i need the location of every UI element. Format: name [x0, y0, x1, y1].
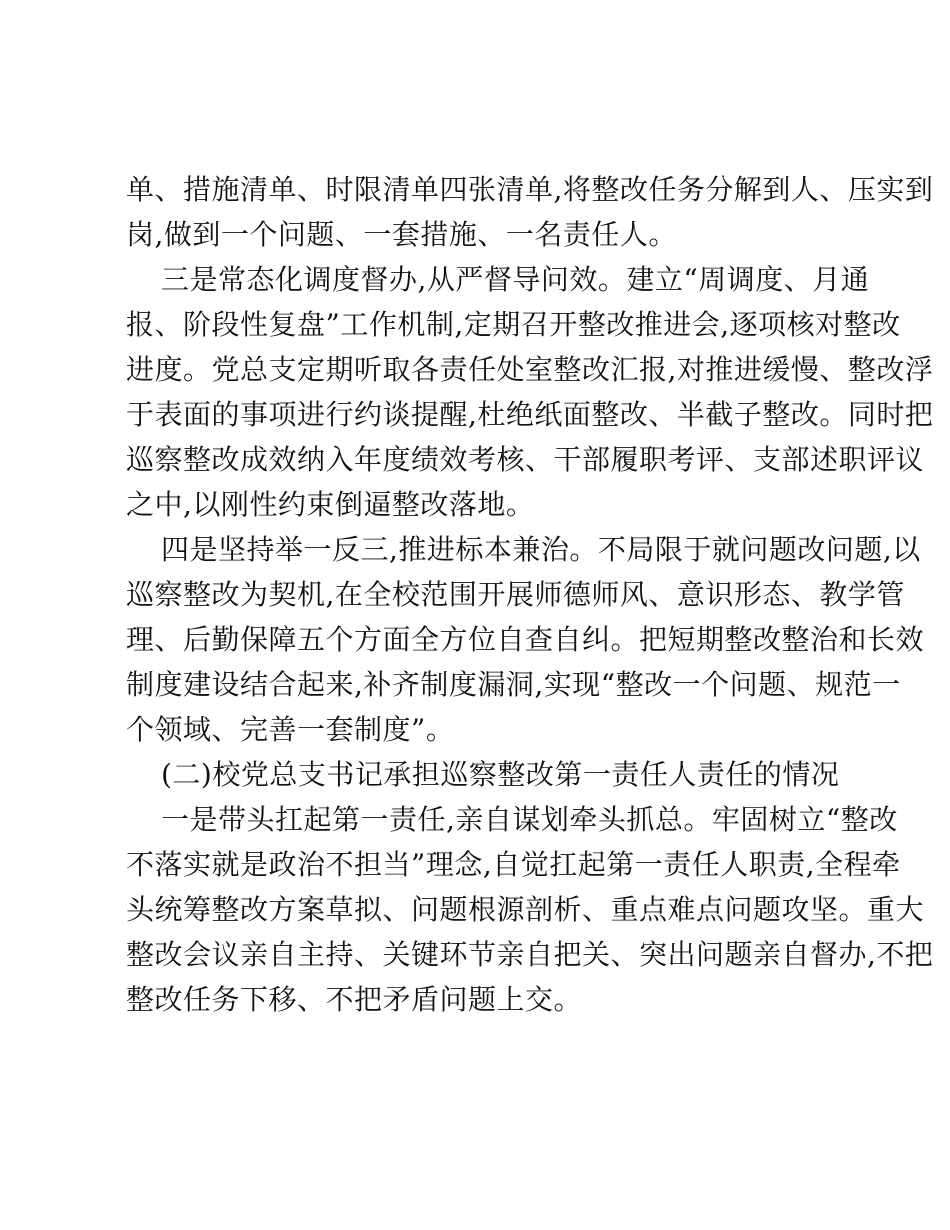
text-line: 头统筹整改方案草拟、问题根源剖析、重点难点问题攻坚。重大 [126, 893, 925, 926]
paragraph-3-start: 三是常态化调度督办,从严督导问效。建立“周调度、月通 [161, 263, 870, 296]
text-line: 不落实就是政治不担当”理念,自觉扛起第一责任人职责,全程牵 [126, 848, 901, 881]
section-heading: (二)校党总支书记承担巡察整改第一责任人责任的情况 [161, 758, 840, 791]
text-line: 岗,做到一个问题、一套措施、一名责任人。 [126, 218, 677, 251]
text-line: 理、后勤保障五个方面全方位自查自纠。把短期整改整治和长效 [126, 623, 925, 656]
paragraph-4-start: 四是坚持举一反三,推进标本兼治。不局限于就问题改问题,以 [161, 533, 921, 566]
text-line: 之中,以刚性约束倒逼整改落地。 [126, 488, 535, 521]
text-line: 报、阶段性复盘”工作机制,定期召开整改推进会,逐项核对整改 [126, 308, 901, 341]
text-line: 个领域、完善一套制度”。 [126, 713, 455, 746]
text-line: 巡察整改为契机,在全校范围开展师德师风、意识形态、教学管 [126, 578, 905, 611]
text-line: 单、措施清单、时限清单四张清单,将整改任务分解到人、压实到 [126, 173, 934, 206]
paragraph-1-start: 一是带头扛起第一责任,亲自谋划牵头抓总。牢固树立“整改 [161, 803, 898, 836]
text-line: 巡察整改成效纳入年度绩效考核、干部履职考评、支部述职评议 [126, 443, 925, 476]
text-line: 进度。党总支定期听取各责任处室整改汇报,对推进缓慢、整改浮 [126, 353, 934, 386]
text-line: 制度建设结合起来,补齐制度漏洞,实现“整改一个问题、规范一 [126, 668, 901, 701]
text-line: 整改会议亲自主持、关键环节亲自把关、突出问题亲自督办,不把 [126, 938, 934, 971]
text-line: 于表面的事项进行约谈提醒,杜绝纸面整改、半截子整改。同时把 [126, 398, 934, 431]
text-line: 整改任务下移、不把矛盾问题上交。 [126, 983, 583, 1016]
